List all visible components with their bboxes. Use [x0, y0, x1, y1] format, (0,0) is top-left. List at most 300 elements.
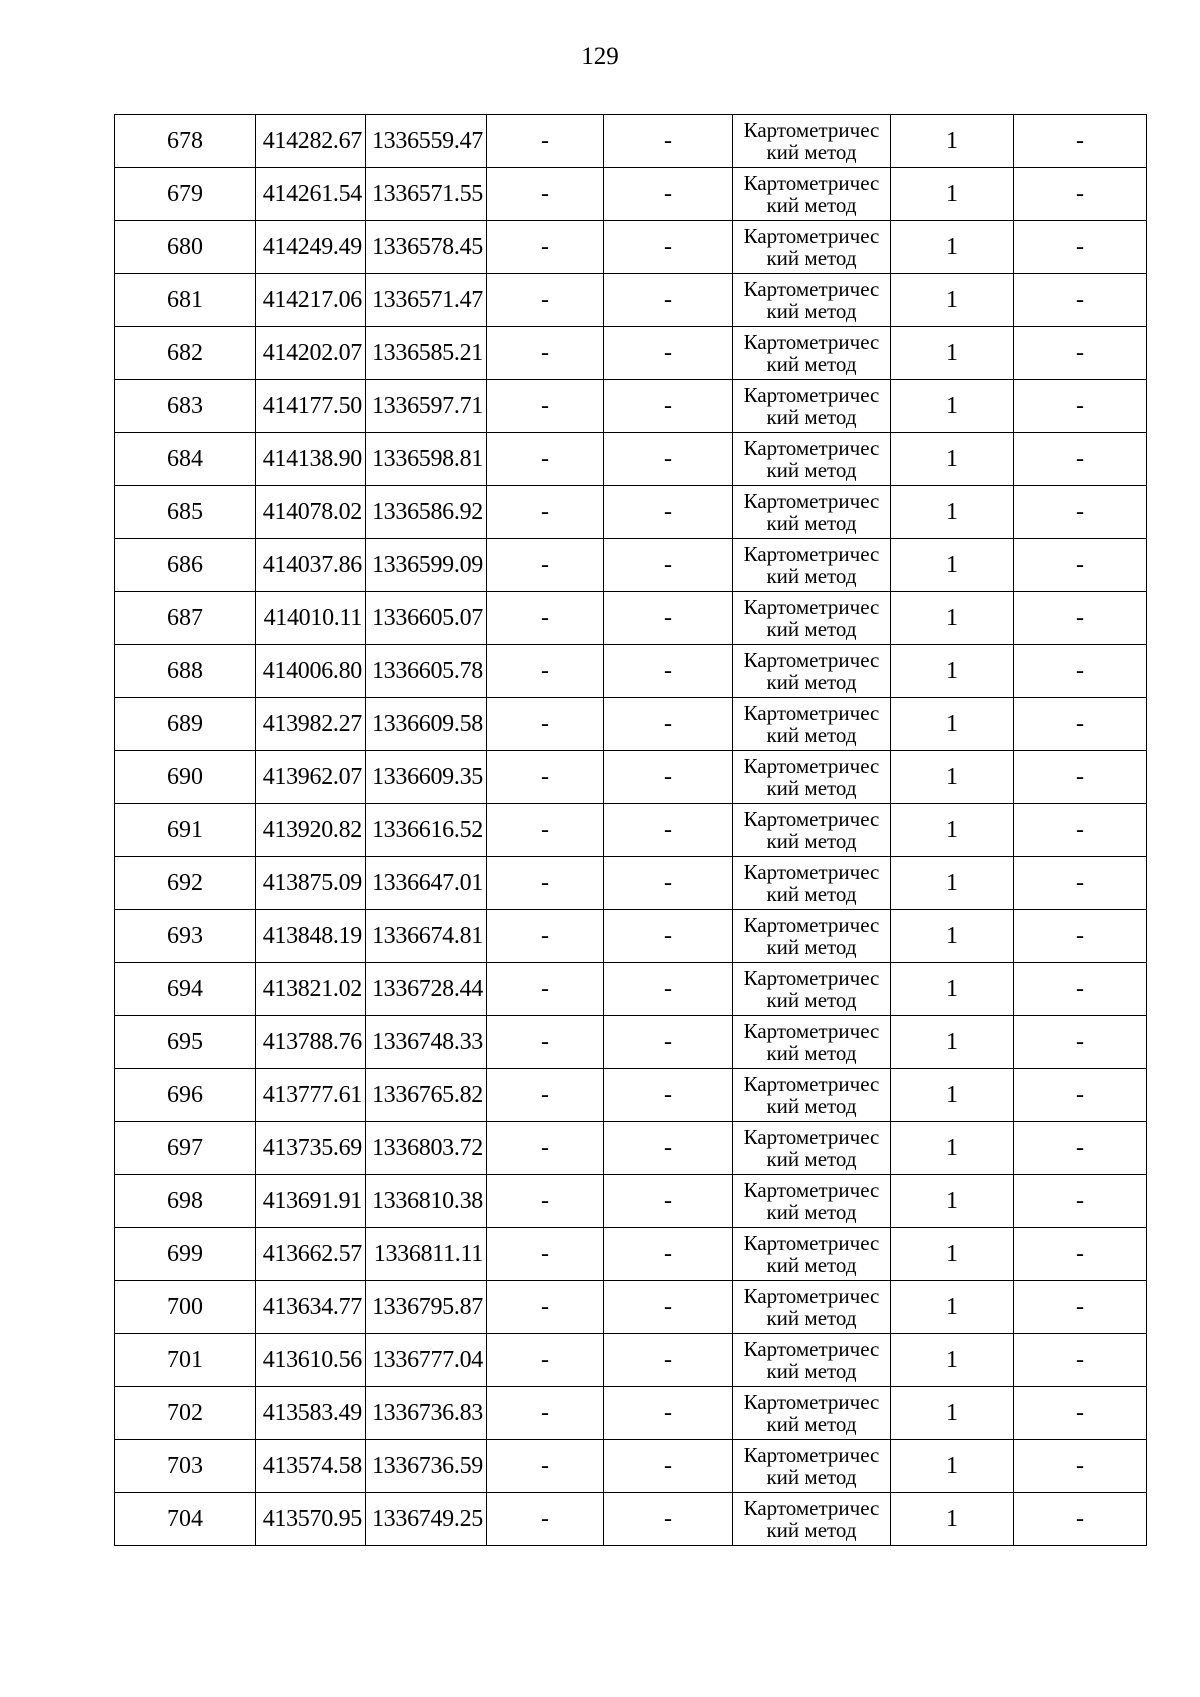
point-number-cell: 689: [115, 698, 256, 751]
point-number-cell: 687: [115, 592, 256, 645]
column-8-cell: -: [1014, 539, 1147, 592]
column-5-cell: -: [604, 1493, 733, 1546]
x-coordinate-cell: 413777.61: [256, 1069, 366, 1122]
table-row: [115, 698, 1147, 751]
y-coordinate-cell: 1336585.21: [366, 327, 487, 380]
point-number-cell: 692: [115, 857, 256, 910]
table-row: [115, 380, 1147, 433]
y-coordinate-cell: 1336736.83: [366, 1387, 487, 1440]
method-line-1: Картометричес: [743, 1178, 880, 1202]
table-row: [115, 592, 1147, 645]
column-4-cell: -: [487, 1175, 604, 1228]
accuracy-cell: 1: [891, 751, 1014, 804]
x-coordinate-cell: 413962.07: [256, 751, 366, 804]
point-number-cell: 683: [115, 380, 256, 433]
x-coordinate-cell: 414249.49: [256, 221, 366, 274]
method-line-1: Картометричес: [743, 860, 880, 884]
method-cell: [733, 433, 891, 486]
table-row: [115, 1016, 1147, 1069]
table-row: [115, 1228, 1147, 1281]
table-row: [115, 115, 1147, 168]
method-line-2: кий метод: [766, 882, 857, 906]
column-8-cell: -: [1014, 380, 1147, 433]
coordinates-table: [114, 114, 1147, 1546]
column-5-cell: -: [604, 1175, 733, 1228]
method-line-2: кий метод: [766, 1041, 857, 1065]
method-cell: [733, 1175, 891, 1228]
x-coordinate-cell: 413583.49: [256, 1387, 366, 1440]
y-coordinate-cell: 1336609.58: [366, 698, 487, 751]
point-number-cell: 698: [115, 1175, 256, 1228]
accuracy-cell: 1: [891, 963, 1014, 1016]
column-5-cell: -: [604, 1387, 733, 1440]
column-5-cell: -: [604, 327, 733, 380]
y-coordinate-cell: 1336810.38: [366, 1175, 487, 1228]
method-line-2: кий метод: [766, 299, 857, 323]
column-4-cell: -: [487, 221, 604, 274]
column-8-cell: -: [1014, 698, 1147, 751]
accuracy-cell: 1: [891, 539, 1014, 592]
table-row: [115, 539, 1147, 592]
method-cell: [733, 1334, 891, 1387]
method-line-1: Картометричес: [743, 1284, 880, 1308]
y-coordinate-cell: 1336599.09: [366, 539, 487, 592]
method-line-2: кий метод: [766, 1359, 857, 1383]
column-4-cell: -: [487, 274, 604, 327]
point-number-cell: 693: [115, 910, 256, 963]
table-row: [115, 1281, 1147, 1334]
method-line-1: Картометричес: [743, 224, 880, 248]
accuracy-cell: 1: [891, 380, 1014, 433]
method-cell: [733, 486, 891, 539]
table-row: [115, 1493, 1147, 1546]
accuracy-cell: 1: [891, 1281, 1014, 1334]
method-line-1: Картометричес: [743, 1337, 880, 1361]
method-line-2: кий метод: [766, 1200, 857, 1224]
column-5-cell: -: [604, 1334, 733, 1387]
method-cell: [733, 274, 891, 327]
accuracy-cell: 1: [891, 1069, 1014, 1122]
method-line-2: кий метод: [766, 1306, 857, 1330]
method-cell: [733, 327, 891, 380]
column-5-cell: -: [604, 698, 733, 751]
y-coordinate-cell: 1336571.55: [366, 168, 487, 221]
point-number-cell: 702: [115, 1387, 256, 1440]
method-line-1: Картометричес: [743, 1125, 880, 1149]
method-line-1: Картометричес: [743, 277, 880, 301]
y-coordinate-cell: 1336749.25: [366, 1493, 487, 1546]
column-8-cell: -: [1014, 1387, 1147, 1440]
accuracy-cell: 1: [891, 486, 1014, 539]
method-line-2: кий метод: [766, 405, 857, 429]
column-8-cell: -: [1014, 115, 1147, 168]
column-4-cell: -: [487, 698, 604, 751]
method-cell: [733, 751, 891, 804]
method-cell: [733, 1440, 891, 1493]
x-coordinate-cell: 413848.19: [256, 910, 366, 963]
method-line-1: Картометричес: [743, 489, 880, 513]
method-line-1: Картометричес: [743, 807, 880, 831]
y-coordinate-cell: 1336605.78: [366, 645, 487, 698]
column-4-cell: -: [487, 1228, 604, 1281]
method-cell: [733, 963, 891, 1016]
column-4-cell: -: [487, 804, 604, 857]
method-line-2: кий метод: [766, 140, 857, 164]
column-4-cell: -: [487, 1493, 604, 1546]
method-cell: [733, 1281, 891, 1334]
table-row: [115, 751, 1147, 804]
method-line-2: кий метод: [766, 1518, 857, 1542]
accuracy-cell: 1: [891, 910, 1014, 963]
x-coordinate-cell: 414010.11: [256, 592, 366, 645]
y-coordinate-cell: 1336605.07: [366, 592, 487, 645]
point-number-cell: 686: [115, 539, 256, 592]
column-8-cell: -: [1014, 751, 1147, 804]
point-number-cell: 688: [115, 645, 256, 698]
method-cell: [733, 592, 891, 645]
accuracy-cell: 1: [891, 1387, 1014, 1440]
method-cell: [733, 1493, 891, 1546]
column-5-cell: -: [604, 804, 733, 857]
method-line-1: Картометричес: [743, 913, 880, 937]
column-5-cell: -: [604, 115, 733, 168]
column-8-cell: -: [1014, 963, 1147, 1016]
table-row: [115, 857, 1147, 910]
x-coordinate-cell: 414282.67: [256, 115, 366, 168]
x-coordinate-cell: 413662.57: [256, 1228, 366, 1281]
method-line-1: Картометричес: [743, 330, 880, 354]
column-5-cell: -: [604, 910, 733, 963]
column-4-cell: -: [487, 592, 604, 645]
accuracy-cell: 1: [891, 804, 1014, 857]
point-number-cell: 678: [115, 115, 256, 168]
method-line-2: кий метод: [766, 829, 857, 853]
x-coordinate-cell: 413691.91: [256, 1175, 366, 1228]
column-8-cell: -: [1014, 645, 1147, 698]
column-4-cell: -: [487, 857, 604, 910]
method-line-1: Картометричес: [743, 1019, 880, 1043]
y-coordinate-cell: 1336647.01: [366, 857, 487, 910]
point-number-cell: 699: [115, 1228, 256, 1281]
method-line-2: кий метод: [766, 776, 857, 800]
point-number-cell: 684: [115, 433, 256, 486]
y-coordinate-cell: 1336571.47: [366, 274, 487, 327]
method-line-1: Картометричес: [743, 1496, 880, 1520]
page-number: 129: [581, 43, 619, 70]
method-line-1: Картометричес: [743, 383, 880, 407]
method-line-1: Картометричес: [743, 754, 880, 778]
column-4-cell: -: [487, 486, 604, 539]
accuracy-cell: 1: [891, 698, 1014, 751]
x-coordinate-cell: 414006.80: [256, 645, 366, 698]
y-coordinate-cell: 1336616.52: [366, 804, 487, 857]
accuracy-cell: 1: [891, 327, 1014, 380]
column-4-cell: -: [487, 1281, 604, 1334]
method-cell: [733, 857, 891, 910]
method-line-2: кий метод: [766, 352, 857, 376]
point-number-cell: 703: [115, 1440, 256, 1493]
y-coordinate-cell: 1336748.33: [366, 1016, 487, 1069]
method-cell: [733, 1069, 891, 1122]
method-line-2: кий метод: [766, 1147, 857, 1171]
point-number-cell: 694: [115, 963, 256, 1016]
column-5-cell: -: [604, 274, 733, 327]
column-5-cell: -: [604, 433, 733, 486]
column-5-cell: -: [604, 857, 733, 910]
method-line-1: Картометричес: [743, 1231, 880, 1255]
point-number-cell: 704: [115, 1493, 256, 1546]
method-line-1: Картометричес: [743, 436, 880, 460]
accuracy-cell: 1: [891, 857, 1014, 910]
x-coordinate-cell: 413920.82: [256, 804, 366, 857]
column-5-cell: -: [604, 592, 733, 645]
column-5-cell: -: [604, 486, 733, 539]
method-cell: [733, 698, 891, 751]
x-coordinate-cell: 413574.58: [256, 1440, 366, 1493]
method-line-1: Картометричес: [743, 118, 880, 142]
point-number-cell: 696: [115, 1069, 256, 1122]
point-number-cell: 701: [115, 1334, 256, 1387]
column-4-cell: -: [487, 645, 604, 698]
column-8-cell: -: [1014, 1069, 1147, 1122]
column-4-cell: -: [487, 380, 604, 433]
method-line-2: кий метод: [766, 458, 857, 482]
point-number-cell: 685: [115, 486, 256, 539]
column-4-cell: -: [487, 115, 604, 168]
method-line-2: кий метод: [766, 1465, 857, 1489]
column-4-cell: -: [487, 1387, 604, 1440]
method-line-1: Картометричес: [743, 595, 880, 619]
method-cell: [733, 1387, 891, 1440]
column-8-cell: -: [1014, 486, 1147, 539]
method-cell: [733, 910, 891, 963]
method-cell: [733, 645, 891, 698]
table-row: [115, 168, 1147, 221]
table-row: [115, 274, 1147, 327]
y-coordinate-cell: 1336811.11: [366, 1228, 487, 1281]
accuracy-cell: 1: [891, 115, 1014, 168]
x-coordinate-cell: 414217.06: [256, 274, 366, 327]
point-number-cell: 680: [115, 221, 256, 274]
column-4-cell: -: [487, 1334, 604, 1387]
column-5-cell: -: [604, 963, 733, 1016]
method-cell: [733, 1122, 891, 1175]
table-row: [115, 221, 1147, 274]
x-coordinate-cell: 414138.90: [256, 433, 366, 486]
table-row: [115, 1440, 1147, 1493]
accuracy-cell: 1: [891, 1493, 1014, 1546]
column-5-cell: -: [604, 380, 733, 433]
point-number-cell: 691: [115, 804, 256, 857]
method-line-2: кий метод: [766, 988, 857, 1012]
column-4-cell: -: [487, 327, 604, 380]
column-8-cell: -: [1014, 1016, 1147, 1069]
x-coordinate-cell: 414261.54: [256, 168, 366, 221]
y-coordinate-cell: 1336597.71: [366, 380, 487, 433]
column-8-cell: -: [1014, 168, 1147, 221]
point-number-cell: 690: [115, 751, 256, 804]
accuracy-cell: 1: [891, 1440, 1014, 1493]
column-8-cell: -: [1014, 1175, 1147, 1228]
accuracy-cell: 1: [891, 592, 1014, 645]
column-8-cell: -: [1014, 1493, 1147, 1546]
column-8-cell: -: [1014, 910, 1147, 963]
method-cell: [733, 1016, 891, 1069]
table-row: [115, 963, 1147, 1016]
x-coordinate-cell: 413735.69: [256, 1122, 366, 1175]
point-number-cell: 695: [115, 1016, 256, 1069]
method-line-2: кий метод: [766, 617, 857, 641]
accuracy-cell: 1: [891, 645, 1014, 698]
method-line-1: Картометричес: [743, 1390, 880, 1414]
method-line-2: кий метод: [766, 246, 857, 270]
method-line-1: Картометричес: [743, 171, 880, 195]
table-row: [115, 1387, 1147, 1440]
column-5-cell: -: [604, 645, 733, 698]
column-8-cell: -: [1014, 433, 1147, 486]
column-8-cell: -: [1014, 1281, 1147, 1334]
method-line-2: кий метод: [766, 564, 857, 588]
table-row: [115, 1175, 1147, 1228]
y-coordinate-cell: 1336795.87: [366, 1281, 487, 1334]
method-cell: [733, 1228, 891, 1281]
column-5-cell: -: [604, 1281, 733, 1334]
column-8-cell: -: [1014, 221, 1147, 274]
method-line-2: кий метод: [766, 935, 857, 959]
accuracy-cell: 1: [891, 274, 1014, 327]
method-line-2: кий метод: [766, 1412, 857, 1436]
column-4-cell: -: [487, 539, 604, 592]
point-number-cell: 697: [115, 1122, 256, 1175]
method-cell: [733, 221, 891, 274]
column-8-cell: -: [1014, 1228, 1147, 1281]
y-coordinate-cell: 1336674.81: [366, 910, 487, 963]
x-coordinate-cell: 413634.77: [256, 1281, 366, 1334]
column-5-cell: -: [604, 221, 733, 274]
column-8-cell: -: [1014, 857, 1147, 910]
x-coordinate-cell: 414177.50: [256, 380, 366, 433]
column-8-cell: -: [1014, 1440, 1147, 1493]
method-line-2: кий метод: [766, 1094, 857, 1118]
table-row: [115, 645, 1147, 698]
method-line-1: Картометричес: [743, 1443, 880, 1467]
table-row: [115, 910, 1147, 963]
column-8-cell: -: [1014, 592, 1147, 645]
column-5-cell: -: [604, 1228, 733, 1281]
x-coordinate-cell: 414202.07: [256, 327, 366, 380]
method-line-2: кий метод: [766, 193, 857, 217]
column-8-cell: -: [1014, 804, 1147, 857]
column-5-cell: -: [604, 751, 733, 804]
column-4-cell: -: [487, 963, 604, 1016]
column-8-cell: -: [1014, 327, 1147, 380]
point-number-cell: 700: [115, 1281, 256, 1334]
x-coordinate-cell: 414078.02: [256, 486, 366, 539]
table-row: [115, 486, 1147, 539]
x-coordinate-cell: 413610.56: [256, 1334, 366, 1387]
table-row: [115, 1122, 1147, 1175]
method-line-1: Картометричес: [743, 966, 880, 990]
method-cell: [733, 168, 891, 221]
accuracy-cell: 1: [891, 1122, 1014, 1175]
column-8-cell: -: [1014, 274, 1147, 327]
method-line-1: Картометричес: [743, 1072, 880, 1096]
column-4-cell: -: [487, 1122, 604, 1175]
method-line-1: Картометричес: [743, 648, 880, 672]
accuracy-cell: 1: [891, 433, 1014, 486]
point-number-cell: 681: [115, 274, 256, 327]
accuracy-cell: 1: [891, 221, 1014, 274]
method-line-2: кий метод: [766, 670, 857, 694]
column-4-cell: -: [487, 1016, 604, 1069]
table-row: [115, 433, 1147, 486]
method-cell: [733, 804, 891, 857]
column-8-cell: -: [1014, 1122, 1147, 1175]
column-5-cell: -: [604, 168, 733, 221]
column-4-cell: -: [487, 751, 604, 804]
column-5-cell: -: [604, 1016, 733, 1069]
point-number-cell: 679: [115, 168, 256, 221]
table-row: [115, 327, 1147, 380]
table-row: [115, 804, 1147, 857]
column-5-cell: -: [604, 1122, 733, 1175]
y-coordinate-cell: 1336609.35: [366, 751, 487, 804]
method-cell: [733, 380, 891, 433]
table-body: [115, 115, 1147, 1546]
column-4-cell: -: [487, 1069, 604, 1122]
method-line-2: кий метод: [766, 511, 857, 535]
y-coordinate-cell: 1336598.81: [366, 433, 487, 486]
y-coordinate-cell: 1336586.92: [366, 486, 487, 539]
x-coordinate-cell: 413982.27: [256, 698, 366, 751]
x-coordinate-cell: 414037.86: [256, 539, 366, 592]
column-8-cell: -: [1014, 1334, 1147, 1387]
y-coordinate-cell: 1336803.72: [366, 1122, 487, 1175]
table-row: [115, 1069, 1147, 1122]
x-coordinate-cell: 413788.76: [256, 1016, 366, 1069]
method-line-1: Картометричес: [743, 542, 880, 566]
y-coordinate-cell: 1336578.45: [366, 221, 487, 274]
method-cell: [733, 539, 891, 592]
x-coordinate-cell: 413875.09: [256, 857, 366, 910]
column-4-cell: -: [487, 1440, 604, 1493]
column-5-cell: -: [604, 539, 733, 592]
accuracy-cell: 1: [891, 1016, 1014, 1069]
accuracy-cell: 1: [891, 168, 1014, 221]
accuracy-cell: 1: [891, 1228, 1014, 1281]
column-5-cell: -: [604, 1069, 733, 1122]
x-coordinate-cell: 413570.95: [256, 1493, 366, 1546]
method-line-1: Картометричес: [743, 701, 880, 725]
accuracy-cell: 1: [891, 1175, 1014, 1228]
column-4-cell: -: [487, 168, 604, 221]
column-5-cell: -: [604, 1440, 733, 1493]
point-number-cell: 682: [115, 327, 256, 380]
method-line-2: кий метод: [766, 723, 857, 747]
method-line-2: кий метод: [766, 1253, 857, 1277]
table-row: [115, 1334, 1147, 1387]
accuracy-cell: 1: [891, 1334, 1014, 1387]
x-coordinate-cell: 413821.02: [256, 963, 366, 1016]
y-coordinate-cell: 1336559.47: [366, 115, 487, 168]
method-cell: [733, 115, 891, 168]
column-4-cell: -: [487, 910, 604, 963]
column-4-cell: -: [487, 433, 604, 486]
y-coordinate-cell: 1336765.82: [366, 1069, 487, 1122]
y-coordinate-cell: 1336777.04: [366, 1334, 487, 1387]
y-coordinate-cell: 1336728.44: [366, 963, 487, 1016]
y-coordinate-cell: 1336736.59: [366, 1440, 487, 1493]
